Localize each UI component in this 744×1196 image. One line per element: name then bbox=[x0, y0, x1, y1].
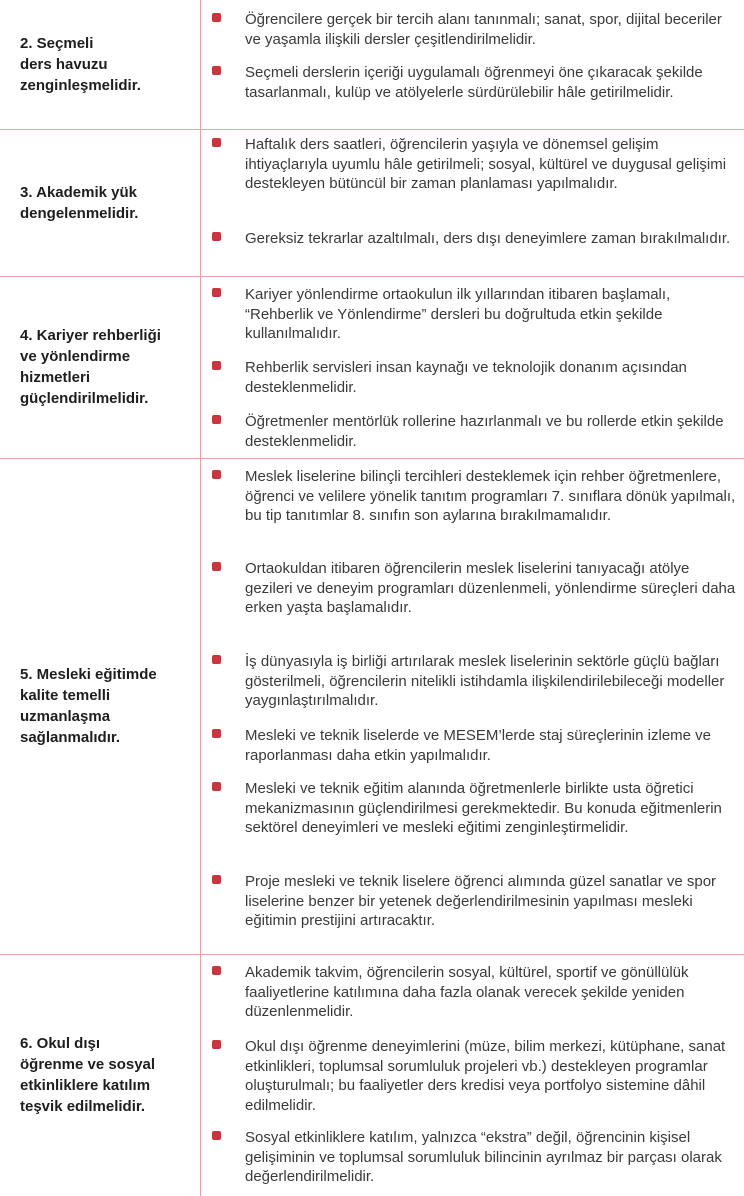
list-item: Okul dışı öğrenme deneyimlerini (müze, bilim merkezi, kütüphane, sanat etkinlikleri, toplumsal sorumluluk projeleri vb.) destekleyen programlar oluşturulmalı; bu faaliyetler ders kredisi veya portfolyo sistemine dâhil edilmelidir. bbox=[209, 1037, 739, 1115]
list-item: Meslek liselerine bilinçli tercihleri desteklemek için rehber öğretmenlere, öğrenci ve velilere yönelik tanıtım programları 7. sınıflara dönük yapılmalı, bu tip tanıtımlar 8. sınıfın son aylarına bırakılmamalıdır. bbox=[209, 467, 739, 526]
table-row bbox=[0, 276, 744, 459]
list-item: Proje mesleki ve teknik liselere öğrenci alımında güzel sanatlar ve spor liselerine benzer bir yetenek değerlendirilmesinin yapılması mesleki eğitimin prestijini artıracaktır. bbox=[209, 872, 739, 931]
square-bullet-icon bbox=[212, 138, 221, 147]
list-item: Mesleki ve teknik liselerde ve MESEM’lerde staj süreçlerinin izleme ve raporlanması daha etkin yapılmalıdır. bbox=[209, 726, 739, 765]
list-item: Kariyer yönlendirme ortaokulun ilk yıllarından itibaren başlamalı, “Rehberlik ve Yönlendirme” dersleri bu doğrultuda etkin şekilde kullanılmalıdır. bbox=[209, 285, 739, 344]
square-bullet-icon bbox=[212, 655, 221, 664]
square-bullet-icon bbox=[212, 13, 221, 22]
square-bullet-icon bbox=[212, 966, 221, 975]
square-bullet-icon bbox=[212, 361, 221, 370]
square-bullet-icon bbox=[212, 415, 221, 424]
row-heading-cell bbox=[0, 276, 201, 458]
row-heading-cell bbox=[0, 129, 201, 276]
list-item: Gereksiz tekrarlar azaltılmalı, ders dışı deneyimlere zaman bırakılmalıdır. bbox=[209, 229, 739, 249]
list-item: İş dünyasıyla iş birliği artırılarak meslek liselerinin sektörle güçlü bağları gösterilmeli, öğrencilerin nitelikli istihdamla ilişkilendirilebileceği modeller yaygınlaştırılmalıdır. bbox=[209, 652, 739, 711]
row-heading: 5. Mesleki eğitimde kalite temelli uzmanlaşma sağlanmalıdır. bbox=[20, 666, 157, 746]
list-item: Mesleki ve teknik eğitim alanında öğretmenlerle birlikte usta öğretici mekanizmasının güçlendirilmesi gerekmektedir. Bu konuda eğitmenlerin sektörel deneyimleri ve mesleki eğitimi zenginleştirmelidir. bbox=[209, 779, 739, 838]
row-heading: 3. Akademik yük dengelenmelidir. bbox=[20, 183, 139, 222]
row-heading: 6. Okul dışı öğrenme ve sosyal etkinliklere katılım teşvik edilmelidir. bbox=[20, 1035, 156, 1115]
list-item: Akademik takvim, öğrencilerin sosyal, kültürel, sportif ve gönüllülük faaliyetlerine katılımına daha fazla olanak verecek şekilde yeniden düzenlenmelidir. bbox=[209, 963, 739, 1022]
list-item: Ortaokuldan itibaren öğrencilerin meslek liselerini tanıyacağı atölye gezileri ve deneyim programları düzenlenmeli, yönlendirme süreçleri daha erken yaşta başlamalıdır. bbox=[209, 559, 739, 618]
square-bullet-icon bbox=[212, 288, 221, 297]
row-heading: 2. Seçmeli ders havuzu zenginleşmelidir. bbox=[20, 35, 141, 94]
table-row bbox=[0, 458, 744, 955]
square-bullet-icon bbox=[212, 562, 221, 571]
row-heading: 4. Kariyer rehberliği ve yönlendirme hizmetleri güçlendirilmelidir. bbox=[20, 327, 161, 407]
square-bullet-icon bbox=[212, 1131, 221, 1140]
list-item: Sosyal etkinliklere katılım, yalnızca “ekstra” değil, öğrencinin kişisel gelişiminin ve toplumsal sorumluluk bilincinin ayrılmaz bir parçası olarak değerlendirilmelidir. bbox=[209, 1128, 739, 1187]
square-bullet-icon bbox=[212, 66, 221, 75]
list-item: Öğretmenler mentörlük rollerine hazırlanmalı ve bu rollerde etkin şekilde desteklenmelidir. bbox=[209, 412, 739, 451]
row-heading-cell bbox=[0, 954, 201, 1196]
square-bullet-icon bbox=[212, 232, 221, 241]
list-item: Öğrencilere gerçek bir tercih alanı tanınmalı; sanat, spor, dijital beceriler ve yaşamla ilişkili dersler çeşitlendirilmelidir. bbox=[209, 10, 739, 49]
table-row bbox=[0, 129, 744, 277]
row-heading-cell bbox=[0, 458, 201, 954]
list-item: Haftalık ders saatleri, öğrencilerin yaşıyla ve dönemsel gelişim ihtiyaçlarıyla uyumlu hâle getirilmeli; sosyal, kültürel ve duygusal gelişimi destekleyen bütüncül bir zaman planlaması yapılmalıdır. bbox=[209, 135, 739, 194]
list-item: Seçmeli derslerin içeriği uygulamalı öğrenmeyi öne çıkaracak şekilde tasarlanmalı, kulüp ve atölyelerle sürdürülebilir hâle getirilmelidir. bbox=[209, 63, 739, 102]
square-bullet-icon bbox=[212, 1040, 221, 1049]
list-item: Rehberlik servisleri insan kaynağı ve teknolojik donanım açısından desteklenmelidir. bbox=[209, 358, 739, 397]
table-row bbox=[0, 0, 744, 130]
row-heading-cell bbox=[0, 0, 201, 129]
square-bullet-icon bbox=[212, 470, 221, 479]
square-bullet-icon bbox=[212, 875, 221, 884]
square-bullet-icon bbox=[212, 782, 221, 791]
table-row bbox=[0, 954, 744, 1196]
square-bullet-icon bbox=[212, 729, 221, 738]
